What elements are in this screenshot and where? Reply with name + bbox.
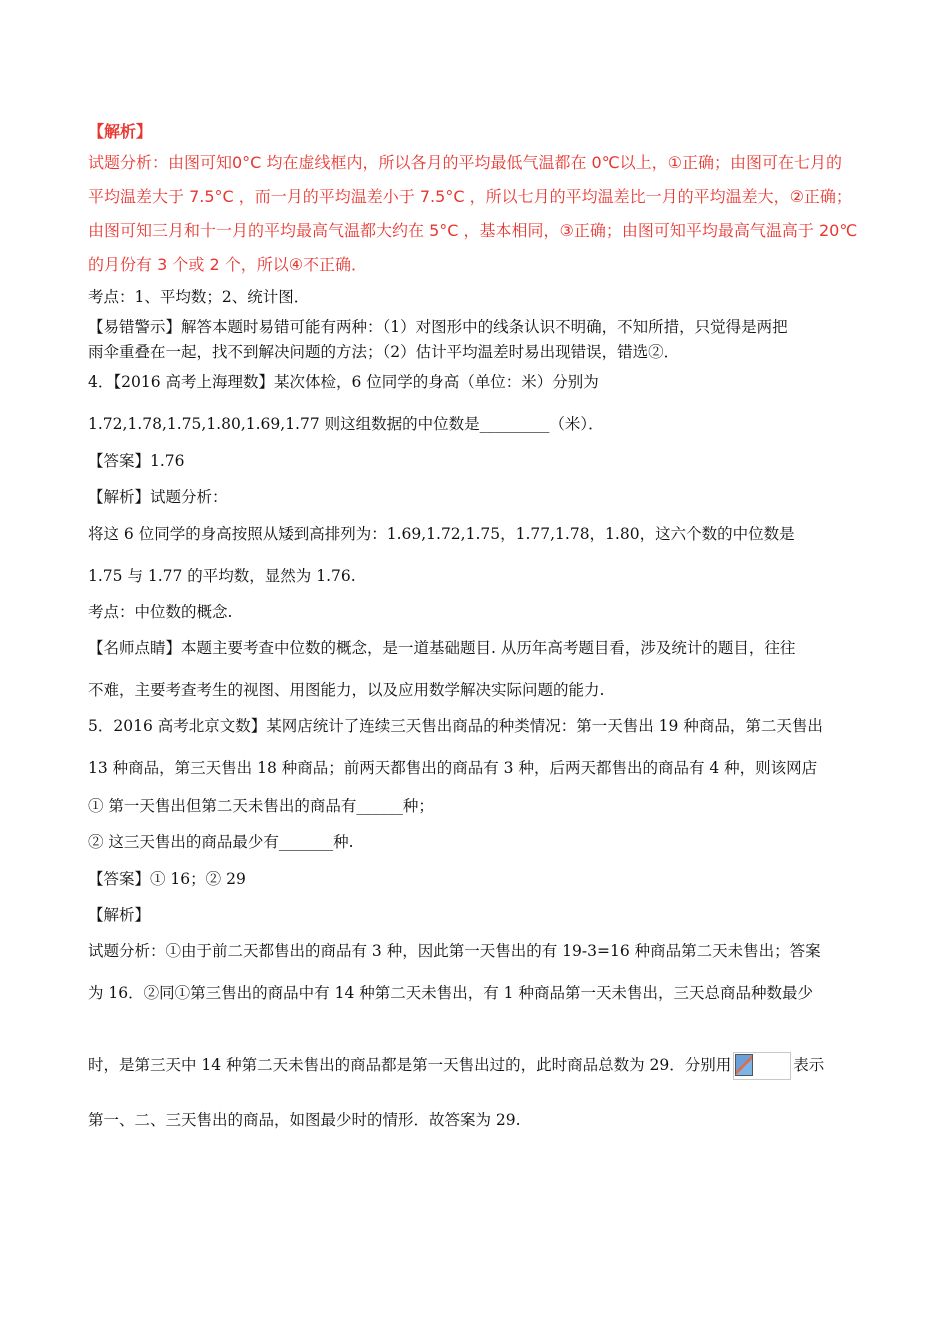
question-5-analysis-line-3 xyxy=(88,1052,824,1080)
question-4-key-point: 考点：中位数的概念. xyxy=(88,603,233,621)
question-5-part-2: ② 这三天售出的商品最少有_______种. xyxy=(88,833,354,851)
question-4-analysis-line-1: 将这 6 位同学的身高按照从矮到高排列为：1.69,1.72,1.75，1.77,1.78，1.80，这六个数的中位数是 xyxy=(88,525,795,543)
key-point-1: 考点：1、平均数；2、统计图． xyxy=(88,288,310,306)
teacher-note-line-2: 不难，主要考查考生的视图、用图能力，以及应用数学解决实际问题的能力. xyxy=(88,681,605,699)
question-4-analysis-heading: 【解析】试题分析： xyxy=(88,488,228,506)
analysis-line-3-text: 时，是第三天中 14 种第二天未售出的商品都是第一天售出过的，此时商品总数为 29．分别用 xyxy=(88,1056,732,1074)
broken-image-icon xyxy=(733,1052,791,1080)
analysis-line-3-suffix: 表示 xyxy=(793,1056,825,1074)
red-analysis-line-1: 试题分析：由图可知0°C 均在虚线框内，所以各月的平均最低气温都在 0℃以上，①正确；由图可在七月的 xyxy=(88,153,843,172)
solution-heading-red: 【解析】 xyxy=(88,122,153,141)
question-5-analysis-line-1: 试题分析：①由于前二天都售出的商品有 3 种，因此第一天售出的有 19-3=16 种商品第二天未售出；答案 xyxy=(88,942,821,960)
question-5-analysis-heading: 【解析】 xyxy=(88,906,151,924)
error-warning-line-1: 【易错警示】解答本题时易错可能有两种：（1）对图形中的线条认识不明确，不知所措，只觉得是两把 xyxy=(88,318,788,336)
question-5-analysis-line-4: 第一、二、三天售出的商品，如图最少时的情形．故答案为 29. xyxy=(88,1111,521,1129)
question-5-stem-line-2: 13 种商品，第三天售出 18 种商品；前两天都售出的商品有 3 种，后两天都售出的商品有 4 种，则该网店 xyxy=(88,759,818,777)
question-5-stem-line-1: 5．2016 高考北京文数】某网店统计了连续三天售出商品的种类情况：第一天售出 19 种商品，第二天售出 xyxy=(88,717,823,735)
question-4-analysis-line-2: 1.75 与 1.77 的平均数，显然为 1.76. xyxy=(88,567,356,585)
question-4-answer: 【答案】1.76 xyxy=(88,452,185,470)
question-5-answer: 【答案】① 16；② 29 xyxy=(88,870,246,888)
red-analysis-line-2: 平均温差大于 7.5°C ，而一月的平均温差小于 7.5°C ，所以七月的平均温差比一月的平均温差大，②正确； xyxy=(88,187,852,206)
question-4-data: 1.72,1.78,1.75,1.80,1.69,1.77 则这组数据的中位数是_________（米）． xyxy=(88,415,604,433)
teacher-note-line-1: 【名师点睛】本题主要考查中位数的概念，是一道基础题目. 从历年高考题目看，涉及统计的题目，往往 xyxy=(88,639,796,657)
question-5-part-1: ① 第一天售出但第二天未售出的商品有______种； xyxy=(88,797,434,815)
red-analysis-line-4: 的月份有 3 个或 2 个，所以④不正确． xyxy=(88,255,368,274)
error-warning-line-2: 雨伞重叠在一起，找不到解决问题的方法；（2）估计平均温差时易出现错误，错选②． xyxy=(88,343,680,361)
red-analysis-line-3: 由图可知三月和十一月的平均最高气温都大约在 5°C ，基本相同，③正确；由图可知平均最高气温高于 20℃ xyxy=(88,221,858,240)
question-4-stem: 4．【2016 高考上海理数】某次体检，6 位同学的身高（单位：米）分别为 xyxy=(88,373,599,391)
question-5-analysis-line-2: 为 16．②同①第三售出的商品中有 14 种第二天未售出，有 1 种商品第一天未售出，三天总商品种数最少 xyxy=(88,984,813,1002)
